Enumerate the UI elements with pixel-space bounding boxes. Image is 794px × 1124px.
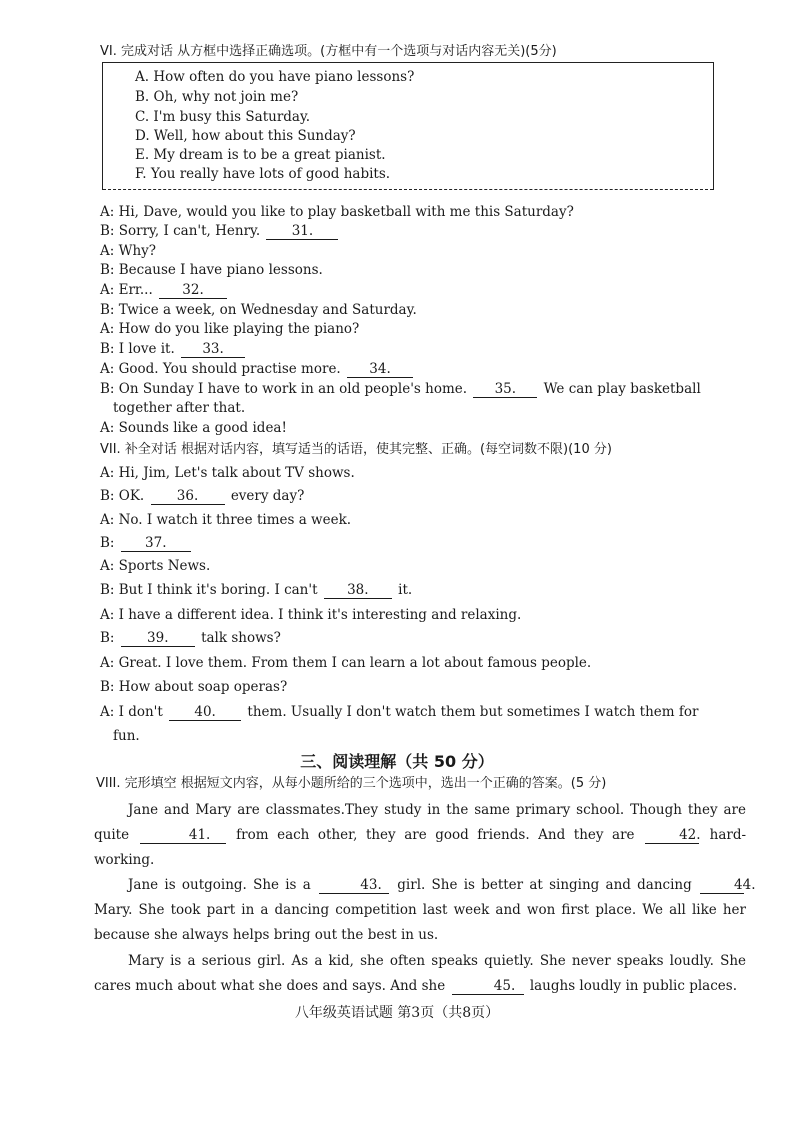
option-d: D. Well, how about this Sunday? — [135, 128, 356, 144]
option-e: E. My dream is to be a great pianist. — [135, 147, 386, 163]
dialogue-text: them. Usually I don't watch them but sometimes I watch them for — [247, 704, 699, 720]
answer-blank-41[interactable]: 41. — [140, 827, 226, 844]
dialogue-text: B: OK. — [100, 488, 145, 504]
dialogue-line: A: Sounds like a good idea! — [100, 420, 287, 436]
passage-text: laughs loudly in public places. — [529, 978, 737, 994]
dialogue-line — [100, 340, 247, 358]
passage-text: Mary. She took part in a dancing competition last week and won first place. We all like her because she always helps bring out the best in us. — [94, 902, 746, 943]
dialogue-line: A: No. I watch it three times a week. — [100, 512, 352, 528]
answer-blank-34[interactable]: 34. — [347, 361, 413, 378]
dialogue-line: A: Hi, Jim, Let's talk about TV shows. — [100, 465, 355, 481]
passage-text: from each other, they are good friends. And they are — [236, 827, 635, 843]
dialogue-line: A: Hi, Dave, would you like to play basketball with me this Saturday? — [100, 204, 574, 220]
passage-text: girl. She is better at singing and dancing — [397, 877, 692, 893]
dialogue-line — [100, 534, 193, 552]
page-footer: 八年级英语试题 第3页（共8页） — [294, 1005, 500, 1021]
options-box-top-border — [103, 62, 713, 63]
dialogue-text: A: Good. You should practise more. — [100, 361, 341, 377]
dialogue-line — [100, 281, 229, 299]
dialogue-text: every day? — [230, 488, 305, 504]
section-6-heading: VI. 完成对话 从方框中选择正确选项。(方框中有一个选项与对话内容无关)(5分) — [100, 44, 557, 59]
option-f: F. You really have lots of good habits. — [135, 166, 391, 182]
dialogue-text: B: On Sunday I have to work in an old people's home. — [100, 381, 468, 397]
answer-blank-38[interactable]: 38. — [324, 582, 392, 599]
options-box — [102, 62, 714, 190]
dialogue-line: A: I have a different idea. I think it's interesting and relaxing. — [100, 607, 522, 623]
answer-blank-32[interactable]: 32. — [159, 282, 227, 299]
dialogue-line: fun. — [113, 728, 140, 744]
dialogue-line: A: Great. I love them. From them I can learn a lot about famous people. — [100, 655, 592, 671]
passage-text: Jane is outgoing. She is a — [128, 877, 311, 893]
dialogue-line — [100, 581, 412, 599]
dialogue-line: A: Sports News. — [100, 558, 211, 574]
dialogue-text: B: Sorry, I can't, Henry. — [100, 223, 261, 239]
dialogue-line: A: How do you like playing the piano? — [100, 321, 360, 337]
dialogue-line — [100, 703, 698, 721]
dialogue-text: B: — [100, 535, 115, 551]
dialogue-text: B: But I think it's boring. I can't — [100, 582, 318, 598]
passage-paragraph-3 — [94, 949, 746, 999]
answer-blank-43[interactable]: 43. — [319, 877, 389, 894]
option-a: A. How often do you have piano lessons? — [135, 69, 415, 85]
dialogue-line: B: Because I have piano lessons. — [100, 262, 323, 278]
answer-blank-36[interactable]: 36. — [151, 488, 225, 505]
answer-blank-40[interactable]: 40. — [169, 704, 241, 721]
answer-blank-42[interactable]: 42. — [645, 827, 699, 844]
answer-blank-35[interactable]: 35. — [473, 381, 537, 398]
option-b: B. Oh, why not join me? — [135, 89, 299, 105]
dialogue-line — [100, 360, 415, 378]
dialogue-text: A: Err... — [100, 282, 153, 298]
dialogue-line: B: Twice a week, on Wednesday and Saturday. — [100, 302, 417, 318]
dialogue-line: A: Why? — [100, 243, 157, 259]
dialogue-text: B: — [100, 630, 115, 646]
dialogue-line: B: How about soap operas? — [100, 679, 288, 695]
section-8-heading: VIII. 完形填空 根据短文内容，从每小题所给的三个选项中，选出一个正确的答案。(5 分) — [96, 776, 607, 791]
section-7-heading: VII. 补全对话 根据对话内容，填写适当的话语，使其完整、正确。(每空词数不限)(10 分) — [100, 442, 612, 457]
dialogue-text: talk shows? — [201, 630, 281, 646]
dialogue-line — [100, 487, 304, 505]
dialogue-line — [100, 629, 281, 647]
dialogue-line — [100, 380, 701, 398]
passage-text: hard-working. — [94, 827, 747, 868]
dialogue-line: together after that. — [113, 400, 246, 416]
dialogue-text: B: I love it. — [100, 341, 175, 357]
option-c: C. I'm busy this Saturday. — [135, 109, 311, 125]
dialogue-line — [100, 222, 340, 240]
part-3-title: 三、阅读理解（共 50 分） — [300, 752, 494, 771]
dialogue-text: We can play basketball — [543, 381, 701, 397]
dialogue-text: A: I don't — [100, 704, 163, 720]
passage-paragraph-1 — [94, 798, 746, 873]
answer-blank-44[interactable]: 44. — [700, 877, 744, 894]
passage-text: Jane and Mary are classmates.They study in the same primary school. Though they are quite — [94, 802, 746, 843]
passage-text: Mary is a serious girl. As a kid, she often speaks quietly. She never speaks loudly. She cares much about what she does and says. And she — [94, 953, 746, 994]
options-box-bottom-border — [103, 189, 713, 190]
answer-blank-39[interactable]: 39. — [121, 630, 195, 647]
dialogue-text: it. — [398, 582, 413, 598]
answer-blank-37[interactable]: 37. — [121, 535, 191, 552]
answer-blank-33[interactable]: 33. — [181, 341, 245, 358]
answer-blank-31[interactable]: 31. — [266, 223, 338, 240]
answer-blank-45[interactable]: 45. — [452, 978, 524, 995]
passage-paragraph-2 — [94, 873, 756, 948]
